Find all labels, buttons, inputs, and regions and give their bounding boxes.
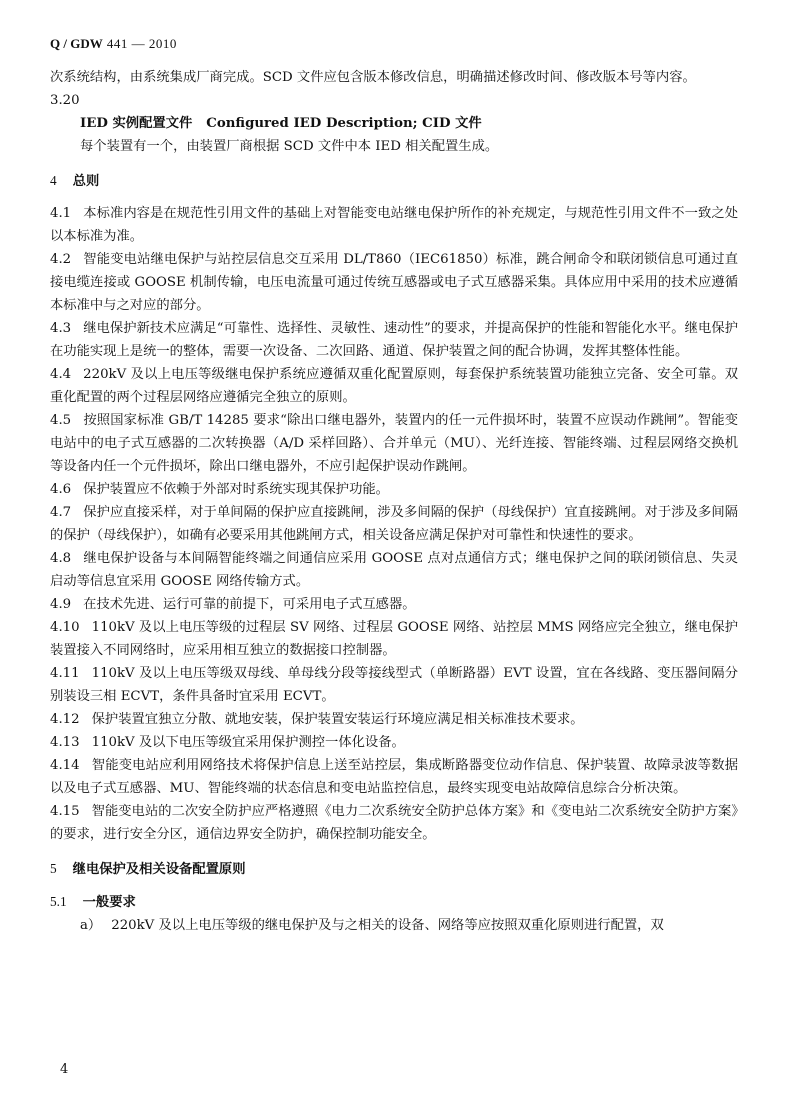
page-number: 4 — [60, 1062, 69, 1077]
clause-number: 4.14 — [50, 758, 80, 773]
clause-text: 110kV 及以下电压等级宜采用保护测控一体化设备。 — [91, 735, 405, 750]
page-header — [50, 36, 177, 53]
clause-paragraph — [50, 800, 738, 846]
section-5-number: 5 — [50, 861, 57, 876]
subsection-5-1-heading — [50, 890, 738, 914]
clause-paragraph — [50, 248, 738, 317]
section-4-number: 4 — [50, 173, 57, 188]
document-body — [50, 66, 738, 937]
clause-number: 4.10 — [50, 620, 80, 635]
clause-paragraph — [50, 501, 738, 547]
standard-code: Q / GDW — [50, 36, 103, 51]
clause-paragraph — [50, 478, 738, 501]
clause-text: 继电保护设备与本间隔智能终端之间通信应采用 GOOSE 点对点通信方式；继电保护之间的联闭锁信息、失灵启动等信息宜采用 GOOSE 网络传输方式。 — [50, 551, 738, 589]
clause-paragraph — [50, 616, 738, 662]
clause-text: 保护应直接采样，对于单间隔的保护应直接跳闸，涉及多间隔的保护（母线保护）宜直接跳闸。对于涉及多间隔的保护（母线保护），如确有必要采用其他跳闸方式，相关设备应满足保护对可靠性和快速性的要求。 — [50, 505, 738, 543]
clause-text: 保护装置应不依赖于外部对时系统实现其保护功能。 — [83, 482, 389, 497]
clause-text: 继电保护新技术应满足“可靠性、选择性、灵敏性、速动性”的要求，并提高保护的性能和智能化水平。继电保护在功能实现上是统一的整体，需要一次设备、二次回路、通道、保护装置之间的配合协调，发挥其整体性能。 — [50, 321, 738, 359]
clause-paragraph — [50, 708, 738, 731]
clause-number: 4.12 — [50, 712, 80, 727]
section-4-clauses — [50, 202, 738, 846]
clause-paragraph — [50, 731, 738, 754]
clause-paragraph — [50, 754, 738, 800]
clause-number: 4.15 — [50, 804, 80, 819]
clause-text: 智能变电站的二次安全防护应严格遵照《电力二次系统安全防护总体方案》和《变电站二次系统安全防护方案》的要求，进行安全分区，通信边界安全防护，确保控制功能安全。 — [50, 804, 738, 842]
clause-paragraph — [50, 662, 738, 708]
clause-paragraph — [50, 202, 738, 248]
clause-text: 智能变电站继电保护与站控层信息交互采用 DL/T860（IEC61850）标准，跳合闸命令和联闭锁信息可通过直接电缆连接或 GOOSE 机制传输，电压电流量可通过传统互感器或电子式互感器采集。具体应用中采用的技术应遵循本标准中与之对应的部分。 — [50, 252, 738, 313]
clause-number: 4.4 — [50, 367, 72, 382]
section-5-heading — [50, 857, 738, 881]
clause-number: 4.3 — [50, 321, 72, 336]
clause-number: 4.6 — [50, 482, 72, 497]
clause-text: 保护装置宜独立分散、就地安装，保护装置安装运行环境应满足相关标准技术要求。 — [91, 712, 584, 727]
list-item-a — [50, 914, 738, 937]
clause-text: 110kV 及以上电压等级的过程层 SV 网络、过程层 GOOSE 网络、站控层 MMS 网络应完全独立，继电保护装置接入不同网络时，应采用相互独立的数据接口控制器。 — [50, 620, 738, 658]
clause-number-3-20: 3.20 — [50, 93, 80, 108]
section-5-title: 继电保护及相关设备配置原则 — [72, 862, 246, 877]
clause-text: 本标准内容是在规范性引用文件的基础上对智能变电站继电保护所作的补充规定，与规范性引用文件不一致之处以本标准为准。 — [50, 206, 738, 244]
clause-number: 4.8 — [50, 551, 72, 566]
term-cn: IED 实例配置文件 — [80, 116, 193, 131]
section-4-title: 总则 — [72, 174, 100, 189]
clause-number: 4.7 — [50, 505, 72, 520]
list-item-a-text: 220kV 及以上电压等级的继电保护及与之相关的设备、网络等应按照双重化原则进行配置，双 — [111, 918, 664, 933]
clause-text: 智能变电站应利用网络技术将保护信息上送至站控层，集成断路器变位动作信息、保护装置、故障录波等数据以及电子式互感器、MU、智能终端的状态信息和变电站监控信息，最终实现变电站故障信息综合分析决策。 — [50, 758, 738, 796]
continuation-paragraph: 次系统结构，由系统集成厂商完成。SCD 文件应包含版本修改信息，明确描述修改时间、修改版本号等内容。 — [50, 70, 696, 85]
clause-number: 4.11 — [50, 666, 80, 681]
list-item-a-label: a） — [80, 918, 102, 933]
clause-number: 4.9 — [50, 597, 72, 612]
section-4-heading — [50, 169, 738, 193]
clause-number: 4.5 — [50, 413, 72, 428]
clause-text: 220kV 及以上电压等级继电保护系统应遵循双重化配置原则，每套保护系统装置功能独立完备、安全可靠。双重化配置的两个过程层网络应遵循完全独立的原则。 — [50, 367, 738, 405]
clause-text: 在技术先进、运行可靠的前提下，可采用电子式互感器。 — [83, 597, 416, 612]
clause-paragraph — [50, 547, 738, 593]
clause-paragraph — [50, 317, 738, 363]
clause-number: 4.1 — [50, 206, 72, 221]
term-en: Configured IED Description; CID 文件 — [206, 116, 482, 131]
standard-number: 441 — 2010 — [106, 36, 177, 51]
clause-number: 4.2 — [50, 252, 72, 267]
term-definition: 每个装置有一个，由装置厂商根据 SCD 文件中本 IED 相关配置生成。 — [80, 139, 499, 154]
subsection-5-1-title: 一般要求 — [82, 895, 136, 910]
clause-paragraph — [50, 409, 738, 478]
subsection-5-1-number: 5.1 — [50, 894, 67, 909]
clause-number: 4.13 — [50, 735, 80, 750]
clause-text: 110kV 及以上电压等级双母线、单母线分段等接线型式（单断路器）EVT 设置，宜在各线路、变压器间隔分别装设三相 ECVT，条件具备时宜采用 ECVT。 — [50, 666, 738, 704]
term-heading — [50, 112, 738, 135]
clause-text: 按照国家标准 GB/T 14285 要求“除出口继电器外，装置内的任一元件损坏时，装置不应误动作跳闸”。智能变电站中的电子式互感器的二次转换器（A/D 采样回路）、合并单元（MU）、光纤连接、智能终端、过程层网络交换机等设备内任一个元件损坏，除出口继电器外，不应引起保护误动作跳闸。 — [50, 413, 738, 474]
clause-paragraph — [50, 593, 738, 616]
clause-paragraph — [50, 363, 738, 409]
